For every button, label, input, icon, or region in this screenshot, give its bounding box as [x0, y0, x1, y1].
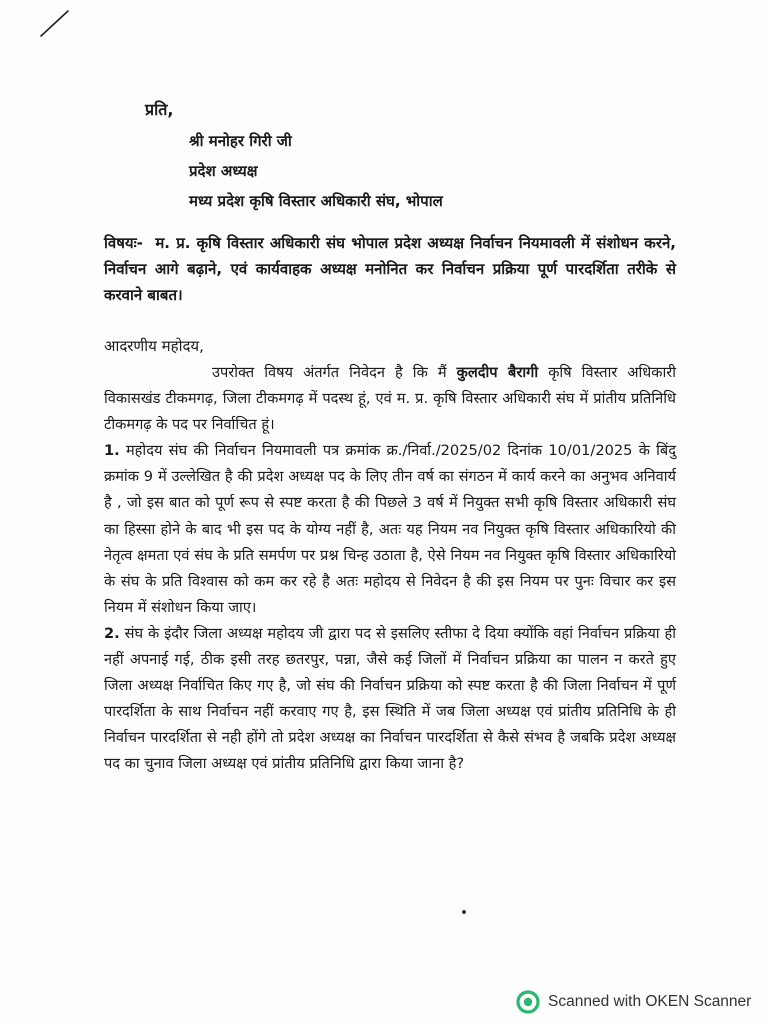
intro-paragraph: [104, 360, 676, 438]
point-paragraph-2: [104, 621, 676, 778]
subject-text: म. प्र. कृषि विस्तार अधिकारी संघ भोपाल प्रदेश अध्यक्ष निर्वाचन नियमावली में संशोधन करने, निर्वाचन आगे बढ़ाने, एवं कार्यवाहक अध्यक्ष मनोनित कर निर्वाचन प्रक्रिया पूर्ण पारदर्शिता तरीके से करवाने बाबत।: [104, 234, 676, 304]
ink-dot-mark: [462, 910, 466, 914]
scanner-watermark: [516, 990, 751, 1014]
addressee: [189, 126, 705, 216]
intro-before-name: उपरोक्त विषय अंतर्गत निवेदन है कि मैं: [212, 364, 447, 381]
subject-label: विषयः-: [104, 234, 143, 252]
point-text-2: संघ के इंदौर जिला अध्यक्ष महोदय जी द्वारा पद से इसलिए स्तीफा दे दिया क्योंकि वहां निर्वाचन प्रक्रिया ही नहीं अपनाई गई, ठीक इसी तरह छतरपुर, पन्ना, जैसे कई जिलों में निर्वाचन प्रक्रिया का पालन न करते हुए जिला अध्यक्ष निर्वाचित किए गए है, जो संघ की निर्वाचन प्रक्रिया को स्पष्ट करता है की जिला निर्वाचन में पूर्ण पारदर्शिता के साथ निर्वाचन नहीं करवाए गए है, इस स्थिति में जब जिला अध्यक्ष एवं प्रांतीय प्रतिनिधि के ही निर्वाचन पारदर्शिता से नही होंगे तो प्रदेश अध्यक्ष का निर्वाचन पारदर्शिता से कैसे संभव है जबकि प्रदेश अध्यक्ष पद का चुनाव जिला अध्यक्ष एवं प्रांतीय प्रतिनिधि द्वारा किया जाना है?: [104, 624, 677, 773]
salutation: आदरणीय महोदय,: [104, 337, 204, 355]
recipient-name: श्री मनोहर गिरी जी: [189, 132, 292, 150]
point-number-1: 1.: [104, 442, 120, 460]
letter-body: [104, 360, 676, 778]
sender-name: कुलदीप बैरागी: [456, 364, 539, 381]
scanner-text: Scanned with OKEN Scanner: [548, 993, 752, 1010]
recipient-organization: मध्य प्रदेश कृषि विस्तार अधिकारी संघ, भोपाल: [189, 192, 443, 210]
recipient-designation: प्रदेश अध्यक्ष: [189, 162, 258, 180]
pen-stroke-mark-icon: [38, 8, 72, 38]
point-paragraph-1: [104, 438, 676, 621]
to-label: प्रति,: [145, 100, 174, 119]
subject-block: [104, 230, 676, 308]
point-number-2: 2.: [104, 624, 120, 642]
oken-scanner-logo-icon: [516, 990, 540, 1014]
point-text-1: महोदय संघ की निर्वाचन नियमावली पत्र क्रमांक क्र./निर्वा./2025/02 दिनांक 10/01/2025 के बिंदु क्रमांक 9 में उल्लेखित है की प्रदेश अध्यक्ष पद के लिए तीन वर्ष का संगठन में कार्य करने का अनुभव अनिवार्य है , जो इस बात को पूर्ण रूप से स्पष्ट करता है की पिछले 3 वर्ष में नियुक्त सभी कृषि विस्तार अधिकारी संघ का हिस्सा होने के बाद भी इस पद के योग्य नहीं है, अतः यह नियम नव नियुक्त कृषि विस्तार अधिकारियो की नेतृत्व क्षमता एवं संघ के प्रति समर्पण पर प्रश्न चिन्ह उठाता है, ऐसे नियम नव नियुक्त कृषि विस्तार अधिकारियो के संघ के प्रति विश्वास को कम कर रहे है अतः महोदय से निवेदन है की इस नियम पर पुनः विचार कर इस नियम में संशोधन किया जाए।: [104, 442, 676, 616]
recipient-block: [145, 98, 705, 216]
intro-after-name: कृषि विस्तार अधिकारी विकासखंड टीकमगढ़, जिला टीकमगढ़ में पदस्थ हूं, एवं म. प्र. कृषि विस्तार अधिकारी संघ में प्रांतीय प्रतिनिधि टीकमगढ़ के पद पर निर्वाचित हूं।: [104, 364, 677, 434]
